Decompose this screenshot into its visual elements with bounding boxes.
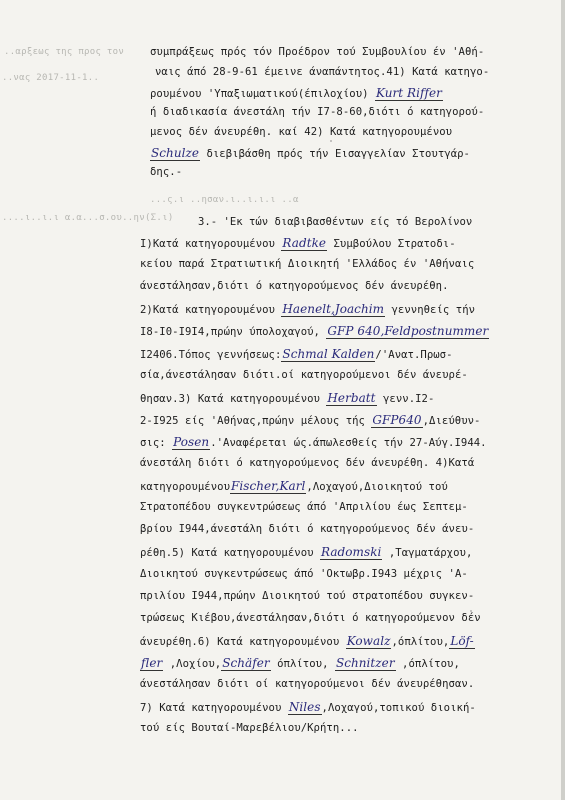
typed-text: γεννηθείς τήν — [385, 304, 476, 317]
text-line — [140, 479, 448, 493]
text-line — [150, 86, 443, 100]
typed-text: I8-I0-I9I4,πρώην ύπολοχαγού, — [140, 326, 327, 339]
handwritten-name: Schulze — [151, 146, 200, 160]
handwritten-name: GFP 640,Feldpostnummer — [327, 324, 489, 339]
typed-text: σία,άνεστάλησαν διότι.οί κατηγορούμενοι δέν άνευρέ- — [140, 368, 468, 381]
text-line — [150, 166, 182, 178]
text-line — [140, 545, 472, 559]
typed-text: Συμβούλου Στρατοδι- — [327, 238, 456, 250]
typed-text: 2-I925 είς 'Αθήνας,πρώην μέλους τής — [140, 414, 372, 427]
typed-text: ,Διεύθυν- — [422, 414, 481, 427]
typed-text: ρουμένου 'Υπαξιωματικού(έπιλοχίου) — [150, 88, 375, 100]
typed-text: τού είς Βουταί-Μαρεβέλιου/Κρήτη... — [140, 722, 359, 735]
typed-text: I)Κατά κατηγορουμένου — [140, 238, 282, 250]
typed-text: ,όπλίτου, — [395, 657, 460, 670]
typed-text: Διοικητού συγκεντρώσεως άπό 'Οκτωβρ.I943 μέχρις 'Α- — [140, 567, 468, 580]
text-line — [140, 391, 434, 405]
text-line — [140, 722, 359, 734]
text-line — [150, 106, 484, 118]
typed-text: ή διαδικασία άνεστάλη τήν I7-8-60,διότι ό κατηγορού- — [150, 106, 485, 118]
text-line — [140, 435, 487, 449]
text-line — [140, 612, 481, 624]
typed-text: /'Ανατ.Πρωσ- — [375, 348, 453, 361]
typed-text: άνεστάλησαν διότι οί κατηγορούμενοι δέν άνευρέθησαν. — [140, 678, 475, 690]
text-line — [150, 46, 484, 58]
handwritten-name: Fischer,Karl — [231, 479, 306, 494]
typed-text: πριλίου I944,πρώην Διοικητού τού στρατοπέδου συγκεν- — [140, 589, 475, 602]
typed-text: ,Λοχαγού,τοπικού διοική- — [321, 702, 476, 715]
handwritten-name: Schäfer — [222, 655, 270, 670]
typed-text: σις: — [140, 436, 173, 449]
typed-text: άνευρέθη.6) Κατά κατηγορουμένου — [140, 635, 346, 648]
text-line — [140, 302, 475, 316]
text-line — [140, 280, 449, 292]
handwritten-name: Haenelt,Joachim — [282, 302, 385, 317]
handwritten-name: GFP640 — [372, 412, 422, 427]
handwritten-name: Kurt Riffer — [375, 86, 442, 100]
typed-text: άνεστάλησαν,διότι ό κατηγορούμενος δέν άνευρέθη. — [140, 280, 449, 293]
page-edge-shadow — [561, 0, 565, 800]
ghost-line: ...ς.ι ..ησαν.ι..ι.ι.ι ..α — [150, 195, 299, 205]
typed-text: ναις άπό 28-9-61 έμεινε άναπάντητος.41) Κατά κατηγο- — [155, 66, 490, 78]
typed-text: I2406.Τόπος γεννήσεως: — [140, 348, 282, 361]
typed-text: γενν.I2- — [376, 392, 435, 405]
text-line — [140, 236, 456, 250]
text-line — [140, 369, 468, 381]
typed-text: .'Αναφέρεται ώς.άπωλεσθείς τήν 27-Αύγ.I944. — [210, 436, 487, 449]
handwritten-name: Radomski — [320, 545, 382, 560]
typed-text: κατηγορουμένου — [140, 481, 230, 494]
typed-text: δης.- — [150, 166, 183, 178]
handwritten-name: fler — [141, 655, 163, 670]
typed-text: Στρατοπέδου συγκεντρώσεως άπό 'Απριλίου έως Σεπτεμ- — [140, 501, 468, 514]
text-line — [140, 523, 474, 535]
ghost-line: ....ι..ι.ι α.α...σ.ου..ην(Σ.ι) — [2, 213, 174, 223]
typed-text: 7) Κατά κατηγορουμένου — [140, 702, 288, 715]
handwritten-name: Schmal Kalden — [282, 346, 375, 361]
text-line — [140, 501, 468, 513]
typed-text: 2)Κατά κατηγορουμένου — [140, 304, 282, 317]
text-line — [140, 634, 475, 648]
paper-speck — [470, 610, 472, 612]
typed-text: τρώσεως Κιέβου,άνεστάλησαν,διότι ό κατηγορούμενον δέν — [140, 611, 481, 624]
text-line — [150, 126, 452, 138]
section-heading: 3.- 'Εκ τών διαβιβασθέντων είς τό Βερολίνον — [198, 216, 473, 228]
typed-text: διεβιβάσθη πρός τήν Εισαγγελίαν Στουτγάρ- — [200, 148, 470, 160]
handwritten-name: Radtke — [282, 236, 327, 250]
handwritten-name: Löf- — [450, 633, 474, 648]
text-line — [140, 413, 480, 427]
text-line — [140, 457, 474, 469]
typed-text: ,Λοχαγού,Διοικητού τού — [306, 481, 448, 494]
text-line — [140, 700, 476, 714]
handwritten-name: Kowalz — [346, 633, 391, 648]
text-line — [140, 590, 474, 602]
typed-text: άνεστάλη διότι ό κατηγορούμενος δέν άνευρέθη. 4)Κατά — [140, 457, 475, 469]
text-line — [140, 324, 489, 338]
text-line — [140, 656, 460, 670]
typed-text: ,όπλίτου, — [391, 635, 450, 648]
typed-text: συμπράξεως πρός τόν Προέδρον τού Συμβουλίου έν 'Αθή- — [150, 46, 485, 58]
handwritten-name: Herbatt — [327, 390, 376, 405]
handwritten-name: Niles — [288, 700, 321, 715]
text-line — [150, 146, 470, 160]
paper-speck — [330, 140, 332, 142]
typed-text: θησαν.3) Κατά κατηγορουμένου — [140, 392, 327, 405]
ghost-line: ..αρξεως της προς τον — [4, 47, 125, 57]
typed-text: κείου παρά Στρατιωτική Διοικητή 'Ελλάδος έν 'Αθήναις — [140, 258, 475, 271]
text-line — [140, 347, 453, 361]
text-line — [155, 66, 489, 78]
typed-text: μενος δέν άνευρέθη. καί 42) Κατά κατηγορουμένου — [150, 126, 453, 138]
typed-text: ,Ταγματάρχου, — [382, 547, 473, 560]
ghost-line: ..νας 2017-11-1.. — [2, 73, 100, 83]
typed-text: όπλίτου, — [270, 657, 335, 670]
handwritten-name: Schnitzer — [335, 655, 395, 670]
text-line — [140, 568, 468, 580]
typed-text: βρίου I944,άνεστάλη διότι ό κατηγορούμενος δέν άνευ- — [140, 523, 475, 536]
text-line — [140, 258, 474, 270]
typed-text: ,Λοχίου, — [163, 657, 222, 670]
text-line — [140, 678, 474, 690]
typed-text: ρέθη.5) Κατά κατηγορουμένου — [140, 547, 320, 560]
handwritten-name: Posen — [173, 434, 210, 449]
